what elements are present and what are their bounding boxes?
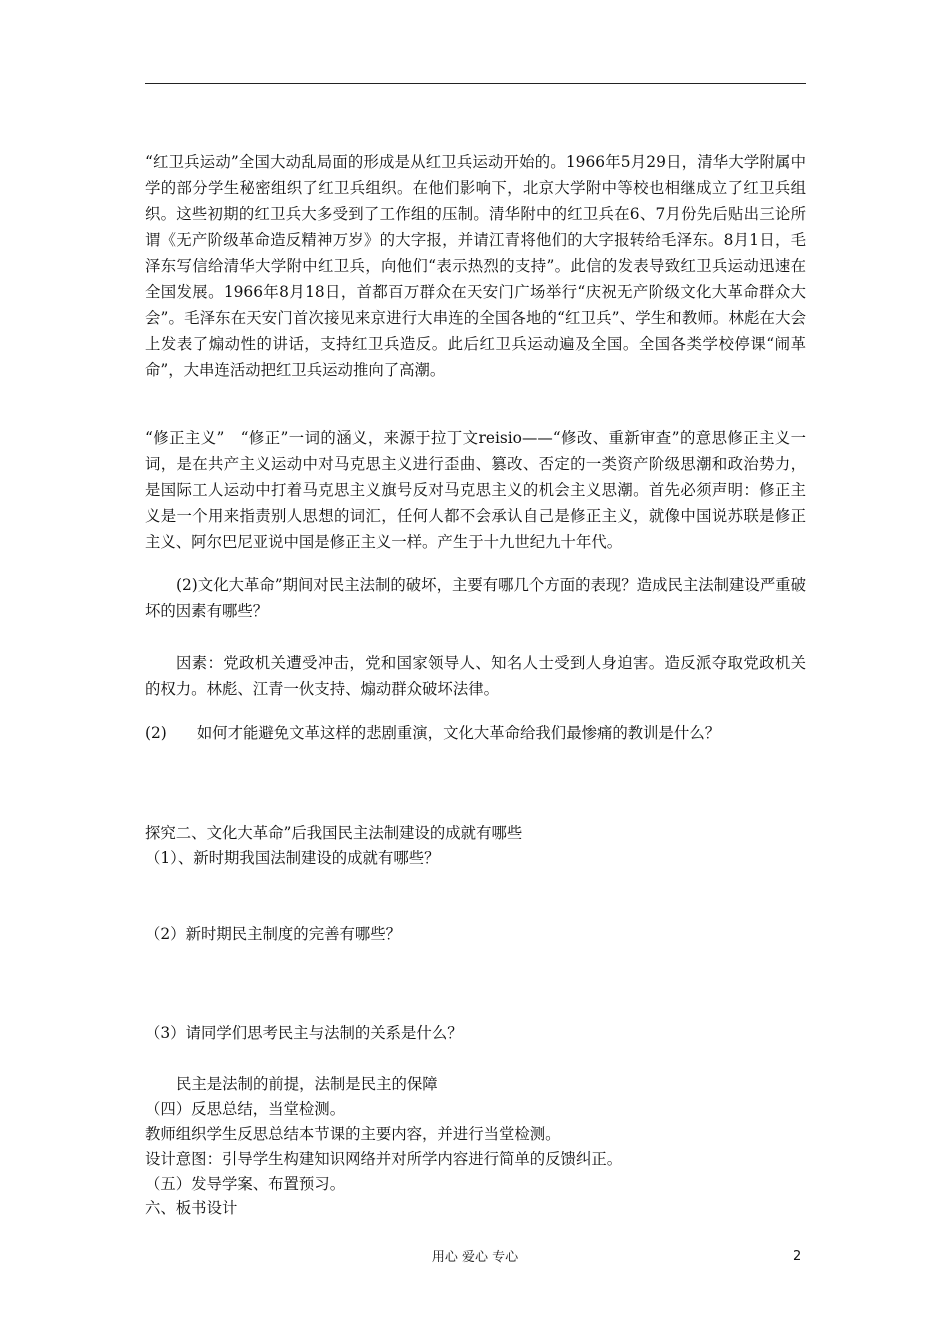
section-four-heading: （四）反思总结，当堂检测。 bbox=[145, 1100, 346, 1118]
revisionism-paragraph: “修正主义” “修正”一词的涵义，来源于拉丁文reisio——“修改、重新审查”的意思修正主义一词，是在共产主义运动中对马克思主义进行歪曲、篡改、否定的一类资产阶级思潮和政治势力，是国际工人运动中打着马克思主义旗号反对马克思主义的机会主义思潮。首先必须声明：修正主义是一个用来指责别人思想的词汇，任何人都不会承认自己是修正主义，就像中国说苏联是修正主义、阿尔巴尼亚说中国是修正主义一样。产生于十九世纪九十年代。 bbox=[145, 429, 806, 551]
red-guard-paragraph: “红卫兵运动”全国大动乱局面的形成是从红卫兵运动开始的。1966年5月29日，清华大学附属中学的部分学生秘密组织了红卫兵组织。在他们影响下，北京大学附中等校也相继成立了红卫兵组织。这些初期的红卫兵大多受到了工作组的压制。清华附中的红卫兵在6、7月份先后贴出三论所谓《无产阶级革命造反精神万岁》的大字报，并请江青将他们的大字报转给毛泽东。8月1日，毛泽东写信给清华大学附中红卫兵，向他们“表示热烈的支持”。此信的发表导致红卫兵运动迅速在全国发展。1966年8月18日，首都百万群众在天安门广场举行“庆祝无产阶级文化大革命群众大会”。毛泽东在天安门首次接见来京进行大串连的全国各地的“红卫兵”、学生和教师。林彪在大会上发表了煽动性的讲话，支持红卫兵造反。此后红卫兵运动遍及全国。全国各类学校停课“闹革命”，大串连活动把红卫兵运动推向了高潮。 bbox=[145, 153, 806, 379]
explore-question-1: （1）、新时期我国法制建设的成就有哪些？ bbox=[145, 849, 440, 867]
explore-question-3: （3）请同学们思考民主与法制的关系是什么？ bbox=[145, 1024, 463, 1042]
section-five-heading: （五）发导学案、布置预习。 bbox=[145, 1175, 346, 1193]
question-lesson bbox=[145, 721, 720, 745]
section-four-line-2: 设计意图：引导学生构建知识网络并对所学内容进行简单的反馈纠正。 bbox=[145, 1150, 623, 1168]
question-number: (2) bbox=[145, 724, 167, 742]
question-legal-damage: (2)文化大革命”期间对民主法制的破坏，主要有哪几个方面的表现？造成民主法制建设严重破坏的因素有哪些？ bbox=[145, 576, 806, 620]
question-lesson-text: 如何才能避免文革这样的悲剧重演，文化大革命给我们最惨痛的教训是什么？ bbox=[196, 724, 721, 742]
page-footer: 用心 爱心 专心 bbox=[431, 1250, 519, 1265]
page-number: 2 bbox=[793, 1249, 802, 1264]
answer-factors: 因素：党政机关遭受冲击，党和国家领导人、知名人士受到人身迫害。造反派夺取党政机关的权力。林彪、江青一伙支持、煽动群众破坏法律。 bbox=[145, 654, 806, 698]
section-six-heading: 六、板书设计 bbox=[145, 1199, 238, 1217]
explore-two-heading: 探究二、文化大革命”后我国民主法制建设的成就有哪些 bbox=[145, 824, 523, 842]
answer-democracy-law: 民主是法制的前提，法制是民主的保障 bbox=[176, 1075, 438, 1093]
section-four-line-1: 教师组织学生反思总结本节课的主要内容，并进行当堂检测。 bbox=[145, 1125, 561, 1143]
explore-question-2: （2）新时期民主制度的完善有哪些？ bbox=[145, 925, 402, 943]
header-rule bbox=[145, 83, 806, 84]
